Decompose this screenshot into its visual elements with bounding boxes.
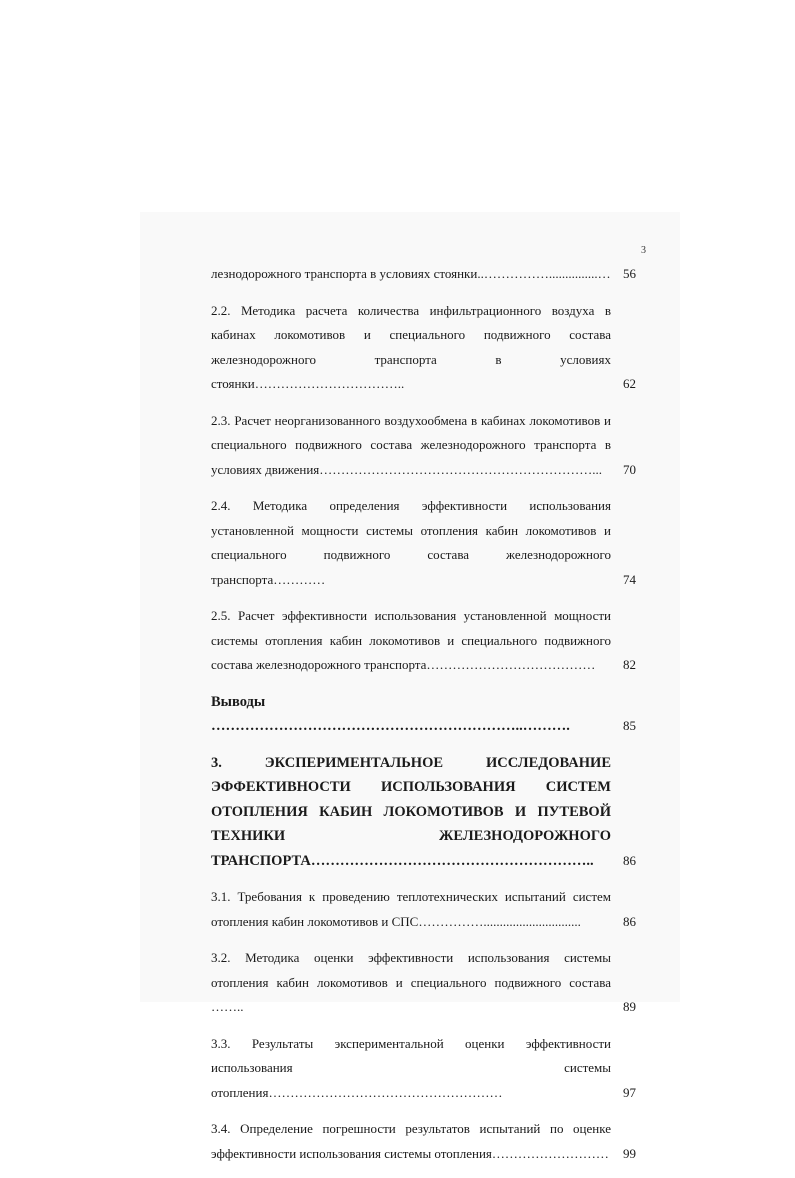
toc-entry-page: 56: [623, 266, 636, 281]
table-of-contents: [211, 262, 641, 1178]
toc-entry-page: 86: [623, 852, 636, 868]
page-number: 3: [641, 245, 646, 256]
toc-entry-2-5: [211, 604, 641, 678]
toc-entry-page: 85: [623, 718, 636, 733]
toc-entry-text: Выводы ………………………………………………………..……….: [211, 693, 570, 734]
toc-entry-continuation: [211, 262, 641, 287]
toc-entry-page: 89: [623, 999, 636, 1014]
toc-entry-text: 2.2. Методика расчета количества инфильтрационного воздуха в кабинах локомотивов и специального подвижного состава железнодорожного транспорта в условиях стоянки……………………………..: [211, 302, 611, 391]
toc-entry-text: 3. ЭКСПЕРИМЕНТАЛЬНОЕ ИССЛЕДОВАНИЕ ЭФФЕКТИВНОСТИ ИСПОЛЬЗОВАНИЯ СИСТЕМ ОТОПЛЕНИЯ КАБИН ЛОКОМОТИВОВ И ПУТЕВОЙ ТЕХНИКИ ЖЕЛЕЗНОДОРОЖНОГО ТРАНСПОРТА…………………………………………………..: [211, 754, 611, 869]
toc-entry-chapter-3: [211, 751, 641, 874]
toc-entry-text: 3.3. Результаты экспериментальной оценки эффективности использования системы отопления………………………………………………: [211, 1035, 611, 1100]
toc-entry-page: 74: [623, 571, 636, 587]
toc-entry-page: 86: [623, 913, 636, 929]
toc-entry-3-4: [211, 1117, 641, 1166]
toc-entry-text: 3.1. Требования к проведению теплотехнических испытаний систем отопления кабин локомотивов и СПС……………..............................: [211, 889, 611, 929]
toc-entry-2-2: [211, 299, 641, 397]
toc-entry-3-3: [211, 1032, 641, 1106]
toc-entry-2-4: [211, 494, 641, 592]
toc-entry-page: 82: [623, 657, 636, 672]
toc-entry-page: 70: [623, 461, 636, 477]
toc-entry-text: 3.4. Определение погрешности результатов испытаний по оценке эффективности использования системы отопления………………………: [211, 1121, 611, 1161]
toc-entry-conclusions: [211, 690, 641, 739]
toc-entry-text: 2.5. Расчет эффективности использования установленной мощности системы отопления кабин локомотивов и специального подвижного состава железнодорожного транспорта…………………………………: [211, 608, 611, 672]
toc-entry-text: 3.2. Методика оценки эффективности использования системы отопления кабин локомотивов и специального подвижного состава ……..: [211, 950, 611, 1014]
toc-entry-page: 97: [623, 1084, 636, 1100]
toc-entry-2-3: [211, 409, 641, 483]
toc-entry-3-2: [211, 946, 641, 1020]
toc-entry-page: 99: [623, 1145, 636, 1161]
toc-entry-3-1: [211, 885, 641, 934]
toc-entry-text: лезнодорожного транспорта в условиях стоянки..……………...............…: [211, 266, 611, 281]
toc-entry-text: 2.4. Методика определения эффективности использования установленной мощности системы отопления кабин локомотивов и специального подвижного состава железнодорожного транспорта…………: [211, 498, 611, 587]
toc-entry-page: 62: [623, 376, 636, 391]
toc-entry-text: 2.3. Расчет неорганизованного воздухообмена в кабинах локомотивов и специального подвижного состава железнодорожного транспорта в условиях движения………………………………………………………...: [211, 412, 611, 477]
